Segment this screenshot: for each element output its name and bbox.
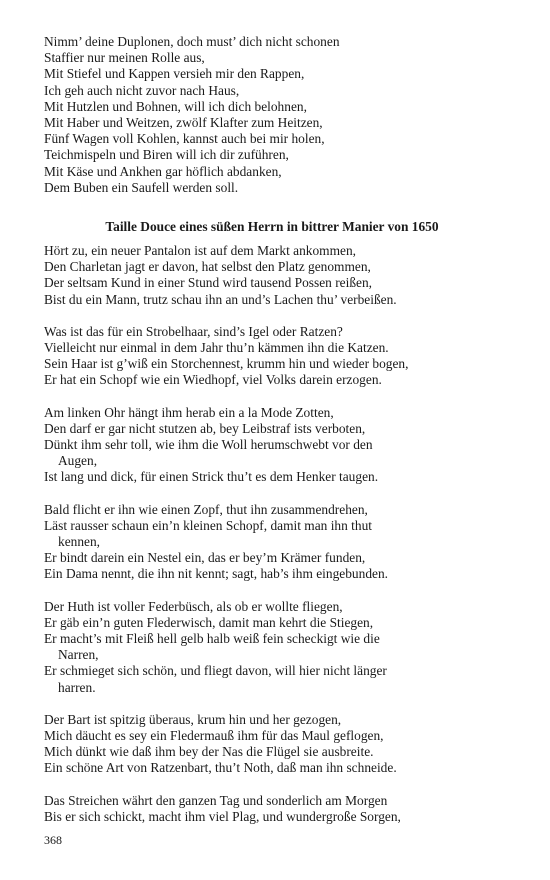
verse-line: Mit Hutzlen und Bohnen, will ich dich belohnen, <box>44 98 307 114</box>
verse-line: Das Streichen währt den ganzen Tag und sonderlich am Morgen <box>44 792 388 808</box>
verse-line: Hört zu, ein neuer Pantalon ist auf dem Markt ankommen, <box>44 243 356 258</box>
verse-line: Am linken Ohr hängt ihm herab ein a la Mode Zotten, <box>44 404 334 420</box>
verse-line-continuation: kennen, <box>58 534 101 550</box>
verse-line: Was ist das für ein Strobelhaar, sind’s Igel oder Ratzen? <box>44 323 343 339</box>
verse-line: Staffier nur meinen Rolle aus, <box>44 50 205 66</box>
verse-line: Er macht’s mit Fleiß hell gelb halb weiß fein scheckigt wie die <box>44 631 380 647</box>
verse-line: Bis er sich schickt, macht ihm viel Plag, und wundergroße Sorgen, <box>44 808 401 824</box>
intro-stanza <box>44 34 524 196</box>
verse-line: Dem Buben ein Saufell werden soll. <box>44 179 239 195</box>
verse-line: Mich dünkt wie daß ihm bey der Nas die Flügel sie ausbreite. <box>44 744 374 760</box>
stanza <box>44 599 524 696</box>
verse-line: Bald flicht er ihn wie einen Zopf, thut ihn zusammendrehen, <box>44 501 368 517</box>
verse-line: Teichmispeln und Biren will ich dir zuführen, <box>44 147 289 163</box>
verse-line: Nimm’ deine Duplonen, doch must’ dich nicht schonen <box>44 34 340 49</box>
verse-line: Ein Dama nennt, die ihn nit kennt; sagt, hab’s ihm eingebunden. <box>44 566 388 582</box>
verse-line-continuation: Augen, <box>58 453 98 469</box>
verse-line: Mit Haber und Weitzen, zwölf Klafter zum Heitzen, <box>44 115 323 131</box>
verse-line: Ist lang und dick, für einen Strick thu’t es dem Henker taugen. <box>44 469 379 485</box>
verse-line: Dünkt ihm sehr toll, wie ihm die Woll herumschwebt vor den <box>44 437 373 453</box>
stanza <box>44 243 524 308</box>
verse-line: Der Huth ist voller Federbüsch, als ob er wollte fliegen, <box>44 598 343 614</box>
verse-line: Mit Käse und Ankhen gar höflich abdanken, <box>44 163 282 179</box>
verse-line: Fünf Wagen voll Kohlen, kannst auch bei mir holen, <box>44 131 325 147</box>
verse-line-continuation: harren. <box>58 679 96 695</box>
verse-line: Er gäb ein’n guten Flederwisch, damit man kehrt die Stiegen, <box>44 614 374 630</box>
verse-line: Vielleicht nur einmal in dem Jahr thu’n kämmen ihn die Katzen. <box>44 340 389 356</box>
verse-line: Er hat ein Schopf wie ein Wiedhopf, viel Volks darein erzogen. <box>44 372 382 388</box>
verse-line: Den Charletan jagt er davon, hat selbst den Platz genommen, <box>44 259 371 275</box>
stanza <box>44 712 524 777</box>
verse-line: Ich geh auch nicht zuvor nach Haus, <box>44 82 240 98</box>
verse-line: Bist du ein Mann, trutz schau ihn an und’s Lachen thu’ verbeißen. <box>44 291 397 307</box>
poem-body <box>44 243 524 841</box>
stanza <box>44 324 524 389</box>
verse-line: Der Bart ist spitzig überaus, krum hin und her gezogen, <box>44 711 342 727</box>
poem-title: Taille Douce eines süßen Herrn in bittrer Manier von 1650 <box>105 219 439 234</box>
stanza <box>44 793 524 825</box>
verse-line: Er bindt darein ein Nestel ein, das er bey’m Krämer funden, <box>44 550 366 566</box>
verse-line-continuation: Narren, <box>58 647 99 663</box>
verse-line: Den darf er gar nicht stutzen ab, bey Leibstraf ists verboten, <box>44 420 366 436</box>
verse-line: Sein Haar ist g’wiß ein Storchennest, krumm hin und wieder bogen, <box>44 356 409 372</box>
verse-line: Ein schöne Art von Ratzenbart, thu’t Noth, daß man ihn schneide. <box>44 760 397 776</box>
page-number: 368 <box>44 833 62 847</box>
verse-line: Mich däucht es sey ein Fledermauß ihm für das Maul geflogen, <box>44 728 384 744</box>
verse-line: Er schmieget sich schön, und fliegt davon, will hier nicht länger <box>44 663 387 679</box>
verse-line: Läst rausser schaun ein’n kleinen Schopf, damit man ihn thut <box>44 517 372 533</box>
verse-line: Mit Stiefel und Kappen versieh mir den Rappen, <box>44 66 305 82</box>
stanza <box>44 405 524 486</box>
verse-line: Der seltsam Kund in einer Stund wird tausend Possen reißen, <box>44 275 373 291</box>
stanza <box>44 502 524 583</box>
